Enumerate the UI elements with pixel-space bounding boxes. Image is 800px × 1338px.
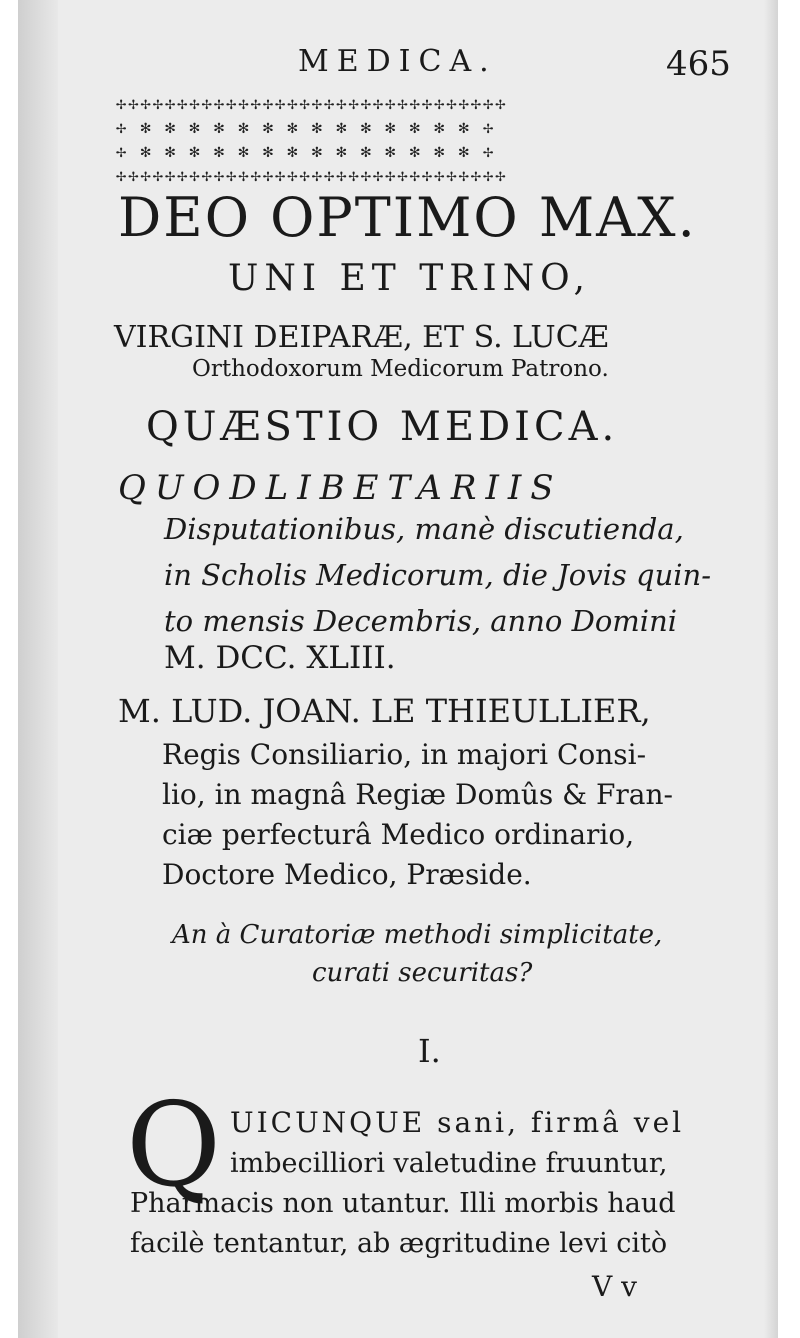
dedication-line-virgin: VIRGINI DEIPARÆ, ET S. LUCÆ	[114, 320, 609, 355]
disputation-line-1: Disputationibus, manè discutienda,	[164, 512, 684, 546]
running-title: MEDICA.	[298, 44, 497, 79]
praeses-title-line-3: ciæ perfecturâ Medico ordinario,	[162, 818, 635, 851]
dedication-line-trinity: UNI ET TRINO,	[228, 258, 591, 299]
book-page	[18, 0, 778, 1338]
disputation-line-2: in Scholis Medicorum, die Jovis quin-	[164, 558, 711, 592]
question-line-1: An à Curatoriæ methodi simplicitate,	[172, 920, 663, 950]
body-line-3: Pharmacis non utantur. Illi morbis haud	[130, 1188, 676, 1219]
praeses-name: M. LUD. JOAN. LE THIEULLIER,	[118, 692, 651, 730]
section-number: I.	[418, 1032, 441, 1070]
body-line-2: imbecilliori valetudine fruuntur,	[230, 1148, 668, 1179]
body-line-4: facilè tentantur, ab ægritudine levi citò	[130, 1228, 668, 1259]
praeses-title-line-1: Regis Consiliario, in majori Consi-	[162, 738, 647, 771]
page-gutter-shadow	[18, 0, 58, 1338]
dedication-line-patron: Orthodoxorum Medicorum Patrono.	[192, 356, 609, 382]
drop-cap: Q	[126, 1078, 222, 1213]
body-line-1: UICUNQUE sani, firmâ vel	[230, 1106, 685, 1139]
question-heading: QUÆSTIO MEDICA.	[146, 404, 619, 450]
dedication-heading: DEO OPTIMO MAX.	[118, 186, 697, 249]
praeses-title-line-4: Doctore Medico, Præside.	[162, 858, 532, 891]
signature-mark: V v	[592, 1270, 637, 1303]
quodlibet-heading: QUODLIBETARIIS	[118, 468, 563, 508]
disputation-line-3: to mensis Decembris, anno Domini	[164, 604, 678, 638]
printers-ornament-band: ✢✢✢✢✢✢✢✢✢✢✢✢✢✢✢✢✢✢✢✢✢✢✢✢✢✢✢✢✢✢✢✢ ✢ ✻ ✻ ✻ ✻ ✻ ✻ ✻ ✻ ✻ ✻ ✻ ✻ ✻ ✻ ✢ ✢ ✻ ✻ ✻ ✻ ✻ ✻ ✻ ✻ ✻ ✻ ✻ ✻ ✻ ✻ ✢ ✢✢✢✢✢✢✢✢✢✢✢✢✢✢✢✢✢✢✢✢✢✢✢✢✢✢✢✢✢✢✢✢	[116, 94, 508, 186]
page-number: 465	[666, 44, 731, 84]
disputation-year: M. DCC. XLIII.	[164, 640, 396, 676]
page-edge-shadow	[764, 0, 778, 1338]
praeses-title-line-2: lio, in magnâ Regiæ Domûs & Fran-	[162, 778, 673, 811]
question-line-2: curati securitas?	[312, 958, 533, 988]
